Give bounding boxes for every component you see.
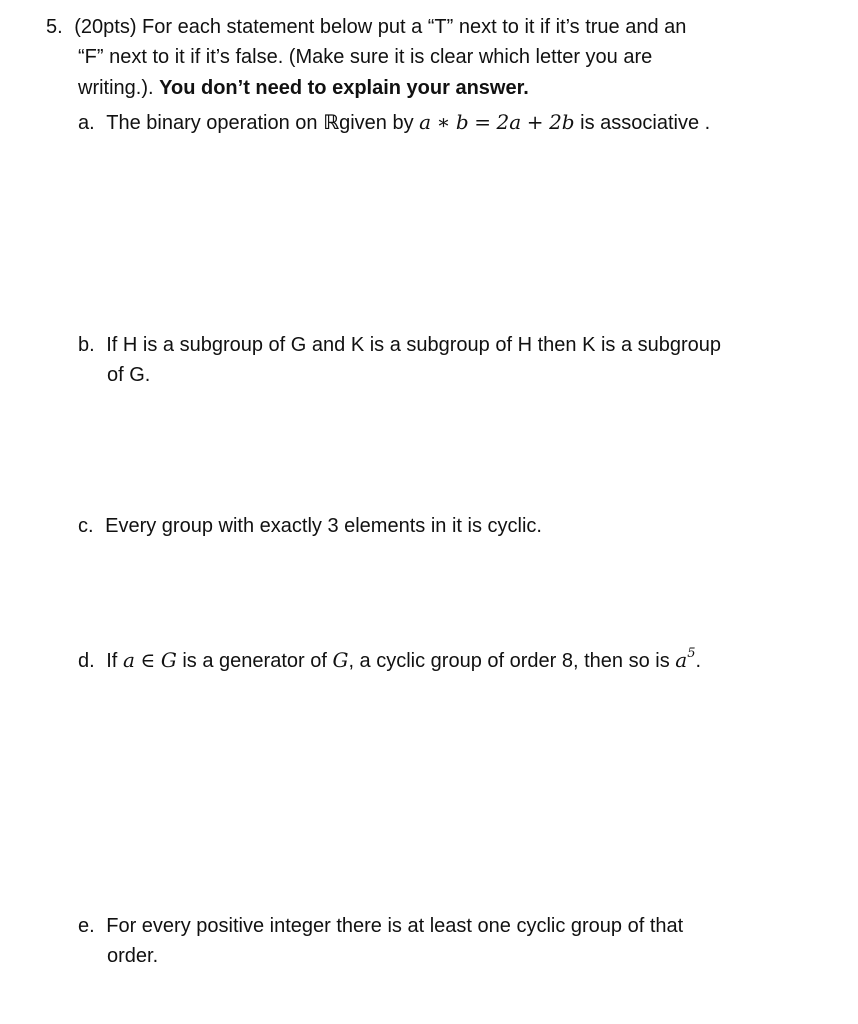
math-2a: 2a [496,110,522,134]
math-var-G: G [332,648,349,672]
item-a-label: a. [78,112,95,134]
item-a-text-after: is associative . [580,112,711,134]
item-c-text: Every group with exactly 3 elements in it is cyclic. [105,515,542,537]
item-b-line1: If H is a subgroup of G and K is a subgroup of H then K is a subgroup [106,334,722,356]
item-d-label: d. [78,650,95,672]
math-var-a-power [675,648,695,672]
math-2b: 2b [549,110,575,134]
item-d [78,647,701,674]
instruction-bold: You don’t need to explain your answer. [159,77,529,99]
math-plus: + [526,110,544,134]
math-equals: = [474,110,491,134]
item-d-tail: , a cyclic group of order 8, then so is [348,650,670,672]
item-e-label: e. [78,915,95,937]
item-d-end: . [695,650,702,672]
item-d-if: If [106,650,118,672]
question-intro-line1: (20pts) For each statement below put a “T” next to it if it’s true and an [74,16,687,38]
question-intro-line2: “F” next to it if it’s false. (Make sure it is clear which letter you are [78,46,653,68]
item-b-continuation [107,362,150,388]
item-d-mid: is a generator of [182,650,327,672]
item-c [78,513,542,539]
math-var-a: a [675,648,688,672]
item-e-line1: For every positive integer there is at least one cyclic group of that [106,915,684,937]
item-a-text-before: The binary operation on [106,112,318,134]
item-a-given: given by [339,112,414,134]
math-var-b: b [455,110,469,134]
math-var-G: G [160,648,177,672]
item-e-continuation [107,943,158,969]
item-b-line2: of G. [107,364,151,386]
item-b [78,332,721,358]
math-var-a: a [419,110,432,134]
math-element-of: ∈ [140,648,156,672]
question-header-line1 [46,14,686,40]
question-number: 5. [46,16,63,38]
item-e [78,913,683,939]
math-op-star: ∗ [436,110,451,134]
math-exponent: 5 [687,646,696,662]
math-var-a: a [122,648,135,672]
item-b-label: b. [78,334,95,356]
question-intro-line3: writing.). [78,77,154,99]
item-e-line2: order. [107,945,159,967]
question-header-line2 [78,44,652,70]
item-a [78,109,710,136]
reals-symbol: ℝ [323,110,340,134]
question-header-line3 [78,75,529,101]
item-c-label: c. [78,515,94,537]
